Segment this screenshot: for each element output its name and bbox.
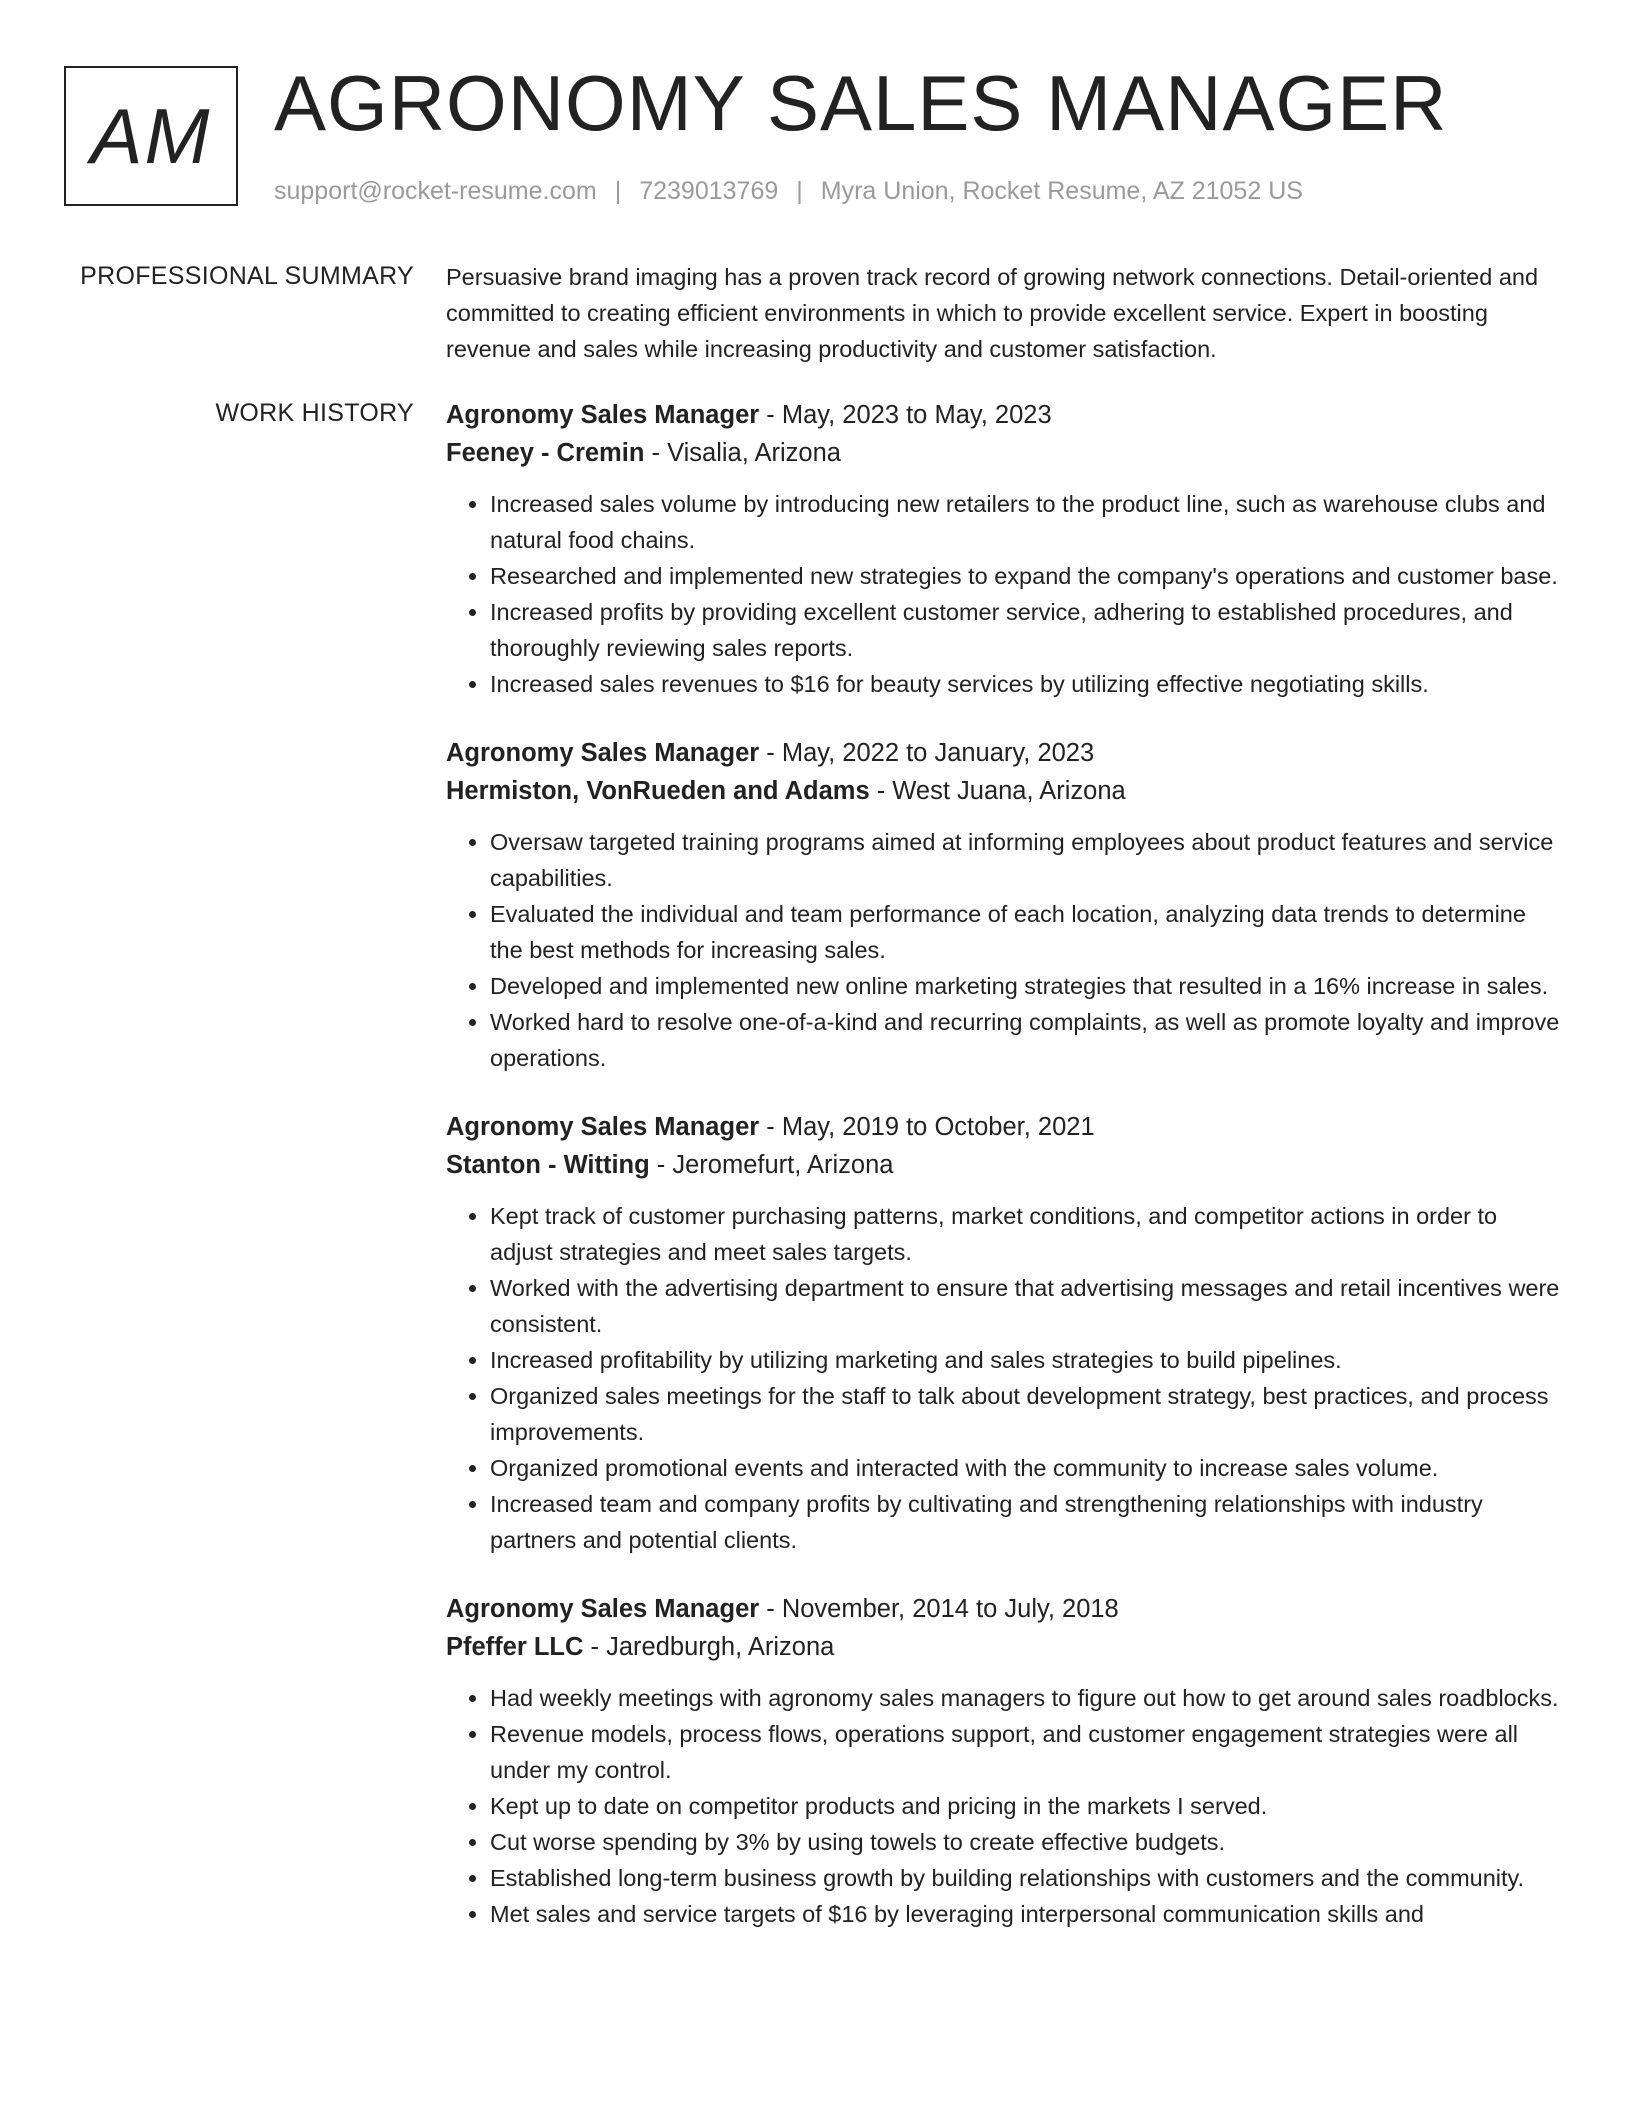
job-company-line: [446, 434, 1561, 472]
job-title: Agronomy Sales Manager: [446, 1595, 760, 1623]
job-bullets: [446, 486, 1561, 702]
job-bullet: • Had weekly meetings with agronomy sales managers to figure out how to get around sales roadblocks.: [490, 1680, 1561, 1716]
job-company: Pfeffer LLC: [446, 1633, 584, 1661]
job-location: - West Juana, Arizona: [869, 777, 1126, 805]
job-bullets: [446, 1198, 1561, 1558]
job-list: [446, 396, 1561, 1964]
job-company: Hermiston, VonRueden and Adams: [446, 777, 870, 805]
job-bullet: • Oversaw targeted training programs aimed at informing employees about product features and service capabilities.: [490, 824, 1561, 896]
job-title: Agronomy Sales Manager: [446, 739, 760, 767]
job-bullet: • Organized sales meetings for the staff to talk about development strategy, best practices, and process improvements.: [490, 1378, 1561, 1450]
job-bullet: • Kept up to date on competitor products and pricing in the markets I served.: [490, 1788, 1561, 1824]
job-title-line: [446, 1108, 1561, 1146]
job-bullets: [446, 1680, 1561, 1932]
job-location: - Jeromefurt, Arizona: [649, 1151, 894, 1179]
work-history-label: WORK HISTORY: [215, 399, 414, 427]
summary-text: Persuasive brand imaging has a proven track record of growing network connections. Detail-oriented and committed to creating efficient environments in which to provide excellent service. Expert in boosting revenue and sales while increasing productivity and customer satisfaction.: [446, 264, 1539, 362]
contact-email: support@rocket-resume.com: [274, 177, 597, 205]
job-bullet: • Cut worse spending by 3% by using towels to create effective budgets.: [490, 1824, 1561, 1860]
contact-phone: 7239013769: [639, 177, 779, 205]
job-bullet: • Developed and implemented new online marketing strategies that resulted in a 16% increase in sales.: [490, 968, 1561, 1004]
job-location: - Jaredburgh, Arizona: [583, 1633, 835, 1661]
job-title-line: [446, 734, 1561, 772]
contact-line: [274, 174, 1303, 208]
contact-separator: |: [796, 177, 803, 205]
monogram-box: AM: [64, 66, 238, 206]
job-bullet: • Increased team and company profits by cultivating and strengthening relationships with industry partners and potential clients.: [490, 1486, 1561, 1558]
job-bullet: • Increased sales revenues to $16 for beauty services by utilizing effective negotiating skills.: [490, 666, 1561, 702]
job-entry: [446, 1108, 1561, 1558]
job-bullet: • Organized promotional events and interacted with the community to increase sales volume.: [490, 1450, 1561, 1486]
contact-address: Myra Union, Rocket Resume, AZ 21052 US: [820, 177, 1303, 205]
job-bullet: • Increased profitability by utilizing marketing and sales strategies to build pipelines.: [490, 1342, 1561, 1378]
job-bullet: • Established long-term business growth by building relationships with customers and the community.: [490, 1860, 1561, 1896]
job-location: - Visalia, Arizona: [644, 439, 841, 467]
job-dates: - November, 2014 to July, 2018: [759, 1595, 1119, 1623]
job-entry: [446, 1590, 1561, 1932]
summary-label: PROFESSIONAL SUMMARY: [80, 262, 414, 290]
job-entry: [446, 396, 1561, 702]
job-bullet: • Researched and implemented new strategies to expand the company's operations and customer base.: [490, 558, 1561, 594]
job-dates: - May, 2019 to October, 2021: [759, 1113, 1095, 1141]
job-bullet: • Worked with the advertising department to ensure that advertising messages and retail incentives were consistent.: [490, 1270, 1561, 1342]
job-bullet: • Increased sales volume by introducing new retailers to the product line, such as warehouse clubs and natural food chains.: [490, 486, 1561, 558]
job-bullet: • Increased profits by providing excellent customer service, adhering to established procedures, and thoroughly reviewing sales reports.: [490, 594, 1561, 666]
job-company-line: [446, 1146, 1561, 1184]
job-company-line: [446, 772, 1561, 810]
resume-title: AGRONOMY SALES MANAGER: [274, 59, 1448, 147]
job-title-line: [446, 1590, 1561, 1628]
job-title-line: [446, 396, 1561, 434]
job-entry: [446, 734, 1561, 1076]
job-company: Stanton - Witting: [446, 1151, 650, 1179]
job-dates: - May, 2022 to January, 2023: [759, 739, 1095, 767]
job-bullet: • Revenue models, process flows, operations support, and customer engagement strategies were all under my control.: [490, 1716, 1561, 1788]
job-bullets: [446, 824, 1561, 1076]
job-title: Agronomy Sales Manager: [446, 401, 760, 429]
job-bullet: • Worked hard to resolve one-of-a-kind and recurring complaints, as well as promote loyalty and improve operations.: [490, 1004, 1561, 1076]
job-bullet: • Kept track of customer purchasing patterns, market conditions, and competitor actions in order to adjust strategies and meet sales targets.: [490, 1198, 1561, 1270]
job-bullet: • Evaluated the individual and team performance of each location, analyzing data trends to determine the best methods for increasing sales.: [490, 896, 1561, 968]
job-title: Agronomy Sales Manager: [446, 1113, 760, 1141]
job-company-line: [446, 1628, 1561, 1666]
job-bullet: • Met sales and service targets of $16 by leveraging interpersonal communication skills and: [490, 1896, 1561, 1932]
job-company: Feeney - Cremin: [446, 439, 645, 467]
job-dates: - May, 2023 to May, 2023: [759, 401, 1052, 429]
contact-separator: |: [614, 177, 622, 205]
